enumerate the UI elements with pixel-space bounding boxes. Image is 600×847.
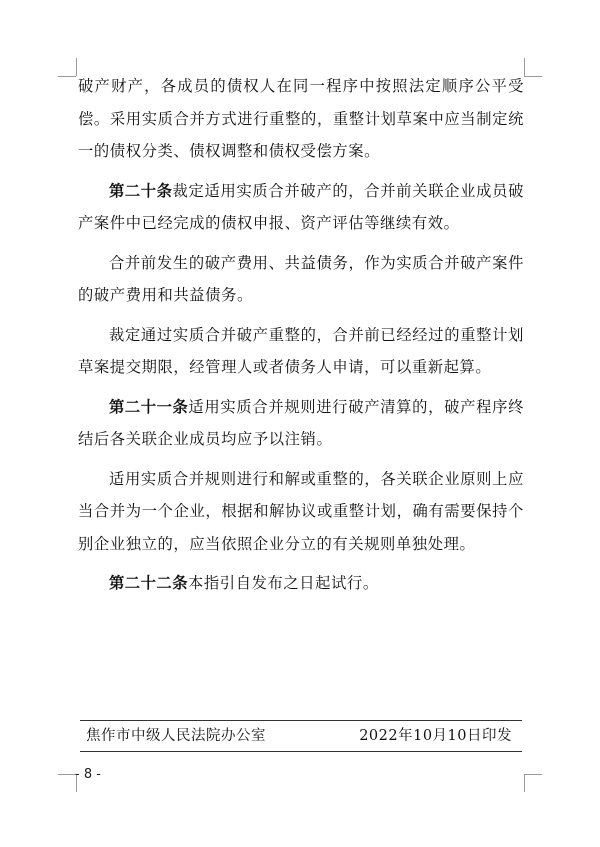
crop-mark-bottom-left-h — [58, 774, 76, 775]
crop-mark-top-left-v — [76, 58, 77, 76]
article-number: 第二十二条 — [109, 574, 188, 592]
paragraph-article-21 — [78, 391, 524, 456]
article-number: 第二十一条 — [109, 397, 189, 416]
paragraph-text: 破产财产，各成员的债权人在同一程序中按照法定顺序公平受偿。采用实质合并方式进行重整的，重整计划草案中应当制定统一的债权分类、债权调整和债权受偿方案。 — [78, 77, 524, 160]
article-number: 第二十条 — [109, 181, 173, 200]
paragraph — [78, 319, 524, 384]
document-body — [78, 70, 524, 607]
paragraph-continuation — [78, 70, 524, 168]
paragraph-text: 适用实质合并规则进行破产清算的，破产程序终结后各关联企业成员均应予以注销。 — [78, 397, 524, 448]
crop-mark-top-right-h — [524, 76, 542, 77]
page-number: - 8 - — [75, 767, 101, 782]
paragraph — [78, 463, 524, 561]
paragraph-text: 裁定通过实质合并破产重整的，合并前已经经过的重整计划草案提交期限，经管理人或者债务人申请，可以重新起算。 — [78, 325, 524, 376]
paragraph-article-20 — [78, 175, 524, 240]
crop-mark-bottom-right-v — [524, 774, 525, 792]
issuer-name: 焦作市中级人民法院办公室 — [86, 728, 266, 744]
paragraph-article-22 — [78, 567, 524, 600]
paragraph-text: 合并前发生的破产费用、共益债务，作为实质合并破产案件的破产费用和共益债务。 — [78, 253, 524, 304]
issuance-footer — [80, 720, 522, 752]
crop-mark-bottom-right-h — [524, 774, 542, 775]
issue-date: 2022年10月10日印发 — [359, 728, 512, 744]
crop-mark-top-right-v — [524, 58, 525, 76]
paragraph-text: 本指引自发布之日起试行。 — [188, 574, 379, 592]
crop-mark-top-left-h — [58, 76, 76, 77]
paragraph-text: 裁定适用实质合并破产的，合并前关联企业成员破产案件中已经完成的债权申报、资产评估等继续有效。 — [78, 181, 524, 232]
paragraph — [78, 247, 524, 312]
paragraph-text: 适用实质合并规则进行和解或重整的，各关联企业原则上应当合并为一个企业，根据和解协议或重整计划，确有需要保持个别企业独立的，应当依照企业分立的有关规则单独处理。 — [78, 469, 524, 553]
